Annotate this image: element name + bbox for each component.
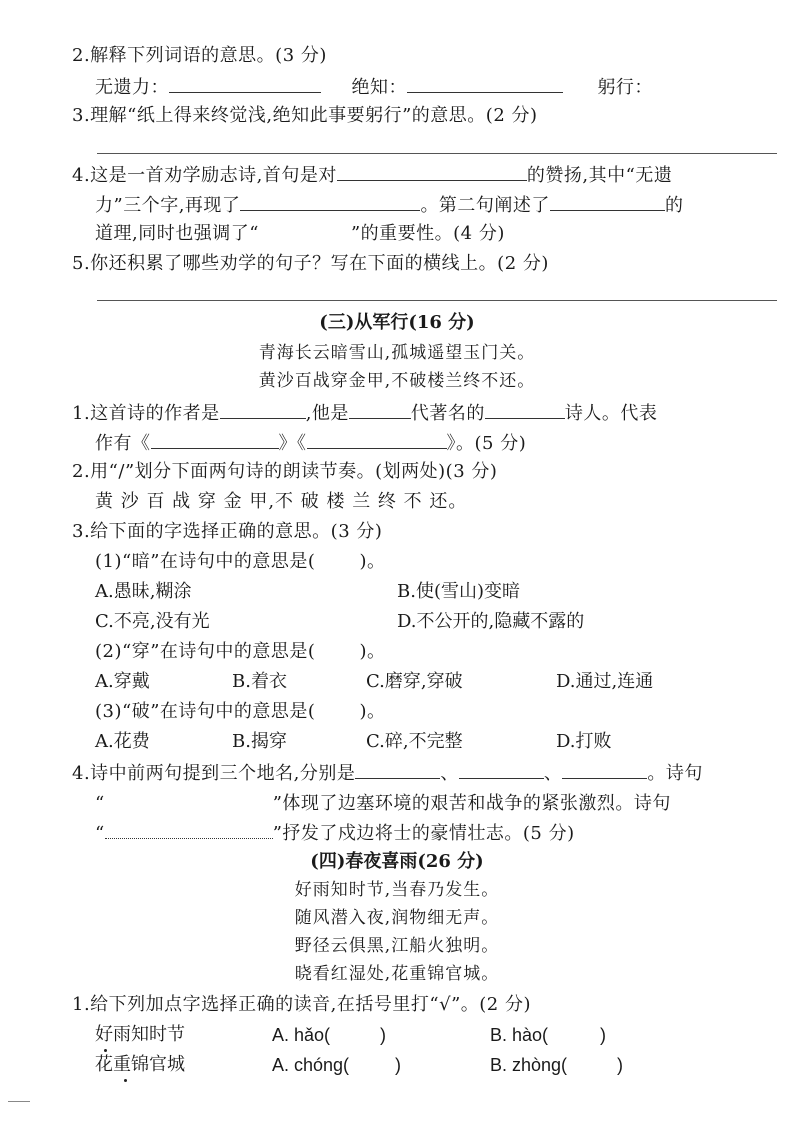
- poem-line: 青海长云暗雪山,孤城遥望玉门关。: [258, 343, 536, 363]
- reading-option: B. hào(: [490, 1025, 549, 1045]
- question-2-terms: [95, 74, 653, 100]
- option-a[interactable]: A.愚昧,糊涂: [95, 581, 192, 602]
- answer-blank[interactable]: [550, 192, 665, 211]
- s4-question-1-stem: 1.给下列加点字选择正确的读音,在括号里打“√”。(2 分): [72, 994, 531, 1015]
- answer-blank[interactable]: [151, 430, 279, 449]
- s3q1-text: 》。(5 分): [446, 433, 527, 454]
- sub-question-text: (2)“穿”在诗句中的意思是(: [95, 641, 316, 662]
- section-4-title: (四)春夜喜雨(26 分): [310, 851, 484, 872]
- word-haoyu: 好雨知时节: [95, 1024, 185, 1045]
- option-a[interactable]: [272, 1053, 401, 1077]
- emphasis-dot: [124, 1079, 127, 1082]
- term-juezhi: 绝知：: [351, 77, 407, 98]
- poem-line: 晓看红湿处,花重锦官城。: [294, 964, 500, 984]
- s3q4-text: 。诗句: [647, 763, 703, 784]
- option-b[interactable]: B.着衣: [232, 671, 287, 692]
- option-c[interactable]: C.磨穿,穿破: [366, 671, 463, 692]
- poem-line: 黄沙百战穿金甲,不破楼兰终不还。: [258, 371, 536, 391]
- q4-text: 力”三个字,再现了: [95, 195, 241, 216]
- sub-question-text: )。: [359, 701, 386, 722]
- option-d[interactable]: D.通过,连通: [556, 671, 654, 692]
- s3q1-text: 代著名的: [410, 403, 485, 424]
- answer-blank[interactable]: [240, 192, 420, 211]
- word-huazhong: 花重锦官城: [95, 1054, 185, 1075]
- question-2-stem: 2.解释下列词语的意思。(3 分): [72, 45, 327, 66]
- term-gongxing: 躬行：: [597, 77, 653, 98]
- paren-close: ): [600, 1025, 607, 1045]
- option-b[interactable]: B.使(雪山)变暗: [397, 581, 520, 602]
- question-4-line-1: [72, 162, 672, 188]
- poem-line: 野径云俱黑,江船火独明。: [294, 936, 500, 956]
- answer-blank[interactable]: [562, 760, 647, 779]
- s3-question-4-line-1: [72, 760, 703, 786]
- reading-option: A. chóng(: [272, 1055, 350, 1075]
- s3-question-2-poem-line: 黄 沙 百 战 穿 金 甲,不 破 楼 兰 终 不 还。: [95, 491, 468, 512]
- q4-text: 道理,同时也强调了“: [95, 223, 259, 244]
- emphasis-dot: [104, 1049, 107, 1052]
- term-wuyili: 无遗力：: [95, 77, 169, 98]
- s3q4-text: “: [95, 793, 105, 814]
- question-5-stem: 5.你还积累了哪些劝学的句子？写在下面的横线上。(2 分): [72, 253, 549, 274]
- q4-text: 的赞扬,其中“无遗: [526, 165, 673, 186]
- q4-text: 的: [664, 195, 684, 216]
- s3-question-2-stem: 2.用“/”划分下面两句诗的朗读节奏。(划两处)(3 分): [72, 461, 498, 482]
- s3q1-text: 作有《: [95, 433, 151, 454]
- question-4-line-3: [95, 222, 505, 246]
- section-3-title: (三)从军行(16 分): [319, 312, 475, 333]
- answer-blank[interactable]: [337, 162, 527, 181]
- poem-line: 随风潜入夜,润物细无声。: [294, 908, 500, 928]
- option-a[interactable]: A.花费: [95, 731, 150, 752]
- option-a[interactable]: A.穿戴: [95, 671, 150, 692]
- paren-close: ): [380, 1025, 387, 1045]
- s3q4-text: 、: [543, 763, 563, 784]
- s3q4-text: 4.诗中前两句提到三个地名,分别是: [72, 763, 356, 784]
- q4-text: ”的重要性。(4 分): [350, 223, 505, 244]
- s3-question-1-line-1: [72, 400, 657, 426]
- s3-question-4-line-3: [95, 820, 575, 846]
- page-edge-mark: [8, 1101, 30, 1102]
- answer-blank[interactable]: [220, 400, 306, 419]
- option-c[interactable]: C.碎,不完整: [366, 731, 463, 752]
- option-b[interactable]: B.揭穿: [232, 731, 287, 752]
- answer-blank[interactable]: [349, 400, 411, 419]
- s3-q3-sub-3: [95, 700, 385, 724]
- s3q4-text: ”体现了边塞环境的艰苦和战争的紧张激烈。诗句: [272, 793, 671, 814]
- answer-blank[interactable]: [459, 760, 544, 779]
- answer-line[interactable]: [97, 153, 777, 154]
- option-b[interactable]: [490, 1023, 606, 1047]
- answer-line[interactable]: [97, 300, 777, 301]
- paren-close: ): [395, 1055, 402, 1075]
- s3-question-1-line-2: [95, 430, 526, 456]
- answer-blank[interactable]: [407, 74, 563, 93]
- q4-text: 4.这是一首劝学励志诗,首句是对: [72, 165, 337, 186]
- option-b[interactable]: [490, 1053, 623, 1077]
- s3-q3-sub-2: [95, 640, 385, 664]
- answer-blank[interactable]: [105, 820, 273, 839]
- sub-question-text: )。: [359, 551, 386, 572]
- s3q4-text: ”抒发了戍边将士的豪情壮志。(5 分): [272, 823, 575, 844]
- s3q4-text: “: [95, 823, 105, 844]
- option-c[interactable]: C.不亮,没有光: [95, 611, 210, 632]
- answer-blank[interactable]: [355, 760, 440, 779]
- s3q4-text: 、: [440, 763, 459, 784]
- q4-text: 。第二句阐述了: [420, 195, 550, 216]
- sub-question-text: (3)“破”在诗句中的意思是(: [95, 701, 316, 722]
- reading-option: B. zhòng(: [490, 1055, 568, 1075]
- s3q1-text: 1.这首诗的作者是: [72, 403, 220, 424]
- option-d[interactable]: D.不公开的,隐藏不露的: [397, 611, 585, 632]
- answer-blank[interactable]: [307, 430, 447, 449]
- s3q1-text: ,他是: [305, 403, 349, 424]
- poem-line: 好雨知时节,当春乃发生。: [294, 880, 500, 900]
- answer-blank[interactable]: [105, 790, 273, 809]
- answer-blank[interactable]: [485, 400, 565, 419]
- question-4-line-2: [95, 192, 683, 218]
- answer-blank[interactable]: [169, 74, 321, 93]
- s3q1-text: 》《: [278, 433, 307, 454]
- sub-question-text: (1)“暗”在诗句中的意思是(: [95, 551, 316, 572]
- s3-q3-sub-1: [95, 550, 385, 574]
- reading-option: A. hǎo(: [272, 1025, 331, 1045]
- question-3-stem: 3.理解“纸上得来终觉浅,绝知此事要躬行”的意思。(2 分): [72, 105, 538, 126]
- s3-question-4-line-2: [95, 790, 671, 816]
- paren-close: ): [617, 1055, 624, 1075]
- sub-question-text: )。: [359, 641, 386, 662]
- option-d[interactable]: D.打败: [556, 731, 612, 752]
- option-a[interactable]: [272, 1023, 386, 1047]
- s3-question-3-stem: 3.给下面的字选择正确的意思。(3 分): [72, 521, 383, 542]
- s3q1-text: 诗人。代表: [564, 403, 658, 424]
